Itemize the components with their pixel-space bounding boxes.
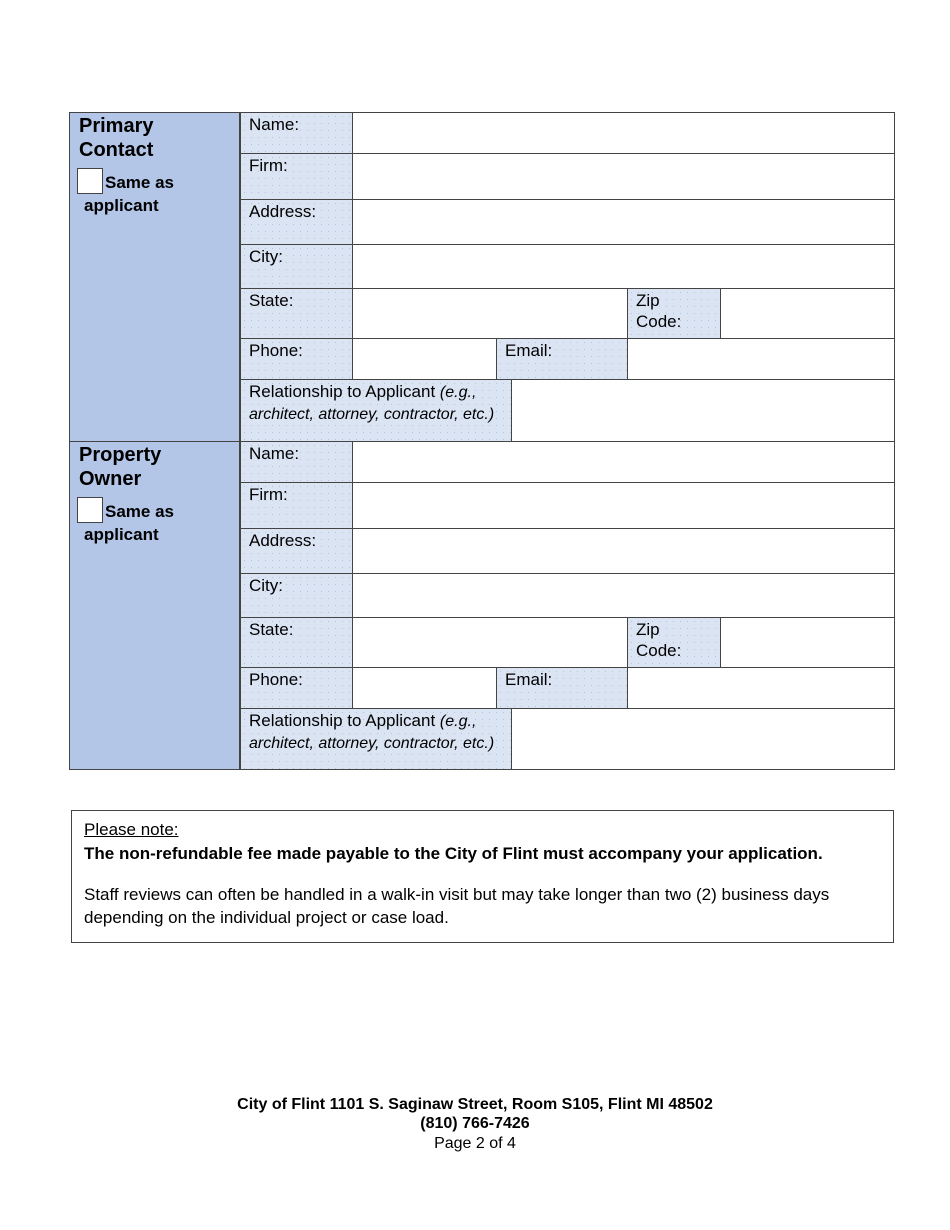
- relationship-input[interactable]: [511, 708, 895, 770]
- zip-code-input[interactable]: [720, 617, 895, 668]
- relationship-label: Relationship to Applicant (e.g., architect, attorney, contractor, etc.): [240, 379, 512, 442]
- fee-notice: The non-refundable fee made payable to the City of Flint must accompany your application.: [84, 844, 823, 863]
- same-as-applicant-label: applicant: [84, 525, 159, 544]
- name-input[interactable]: [352, 112, 895, 154]
- primary-contact-label-column: [69, 112, 240, 442]
- address-label: Address:: [240, 199, 353, 245]
- name-label: Name:: [240, 112, 353, 154]
- phone-label: Phone:: [240, 338, 353, 380]
- name-input[interactable]: [352, 441, 895, 483]
- address-input[interactable]: [352, 528, 895, 574]
- zip-code-label: Zip Code:: [627, 288, 721, 339]
- relationship-input[interactable]: [511, 379, 895, 442]
- section-title: Primary Contact: [79, 115, 154, 161]
- address-label: Address:: [240, 528, 353, 574]
- zip-code-input[interactable]: [720, 288, 895, 339]
- city-label: City:: [240, 244, 353, 289]
- email-label: Email:: [496, 338, 628, 380]
- email-label: Email:: [496, 667, 628, 709]
- phone-label: Phone:: [240, 667, 353, 709]
- state-input[interactable]: [352, 288, 628, 339]
- footer-phone: (810) 766-7426: [420, 1115, 530, 1132]
- firm-input[interactable]: [352, 153, 895, 200]
- section-title: Property Owner: [79, 444, 162, 490]
- staff-review-notice: Staff reviews can often be handled in a walk-in visit but may take longer than two (2) business days depending on the individual project or case load.: [84, 885, 830, 927]
- city-label: City:: [240, 573, 353, 618]
- note-box: [71, 810, 894, 943]
- state-label: State:: [240, 617, 353, 668]
- phone-input[interactable]: [352, 667, 497, 709]
- page-number: Page 2 of 4: [434, 1135, 516, 1152]
- same-as-applicant-label: applicant: [84, 196, 159, 215]
- phone-input[interactable]: [352, 338, 497, 380]
- relationship-label: Relationship to Applicant (e.g., architect, attorney, contractor, etc.): [240, 708, 512, 770]
- email-input[interactable]: [627, 667, 895, 709]
- state-input[interactable]: [352, 617, 628, 668]
- zip-code-label: Zip Code:: [627, 617, 721, 668]
- same-as-applicant-label: Same as: [105, 173, 174, 192]
- note-heading: Please note:: [84, 820, 179, 839]
- same-as-applicant-checkbox[interactable]: [77, 497, 103, 523]
- email-input[interactable]: [627, 338, 895, 380]
- city-input[interactable]: [352, 573, 895, 618]
- same-as-applicant-label: Same as: [105, 502, 174, 521]
- state-label: State:: [240, 288, 353, 339]
- city-input[interactable]: [352, 244, 895, 289]
- firm-label: Firm:: [240, 482, 353, 529]
- property-owner-label-column: [69, 441, 240, 770]
- firm-label: Firm:: [240, 153, 353, 200]
- same-as-applicant-checkbox[interactable]: [77, 168, 103, 194]
- address-input[interactable]: [352, 199, 895, 245]
- footer-address: City of Flint 1101 S. Saginaw Street, Room S105, Flint MI 48502: [237, 1096, 713, 1113]
- firm-input[interactable]: [352, 482, 895, 529]
- name-label: Name:: [240, 441, 353, 483]
